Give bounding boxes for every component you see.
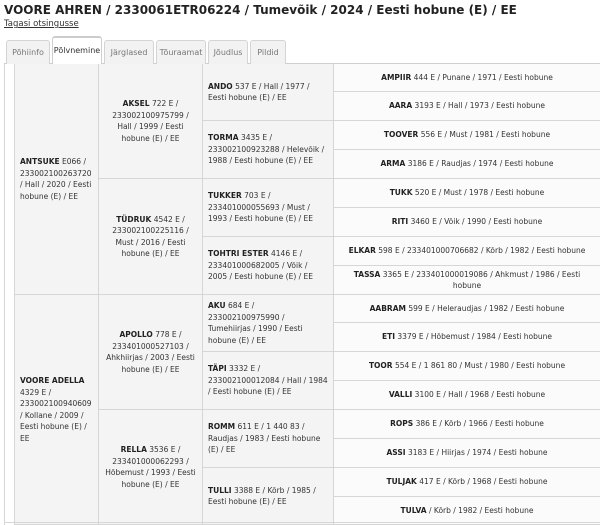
horse-info: 722 E / 233002100975799 / Hall / 1999 / Eesti hobune (E) / EE: [112, 99, 189, 143]
pedigree-gen4-cell: [334, 468, 600, 497]
horse-name[interactable]: ANDO: [208, 81, 233, 91]
horse-info: 444 E / Punane / 1971 / Eesti hobune: [413, 72, 553, 82]
horse-info: 599 E / Heleraudjas / 1982 / Eesti hobune: [408, 303, 565, 313]
pedigree-gen3-cell: [203, 64, 334, 121]
pedigree-gen4-cell: [334, 92, 600, 121]
pedigree-gen3-cell: [203, 237, 334, 295]
horse-name[interactable]: TÄPI: [208, 364, 227, 374]
tab-jarglased[interactable]: Järglased: [104, 40, 154, 64]
pedigree-gen4-cell: [334, 439, 600, 468]
horse-name[interactable]: TORMA: [208, 133, 239, 143]
horse-info: 3460 E / Võik / 1990 / Eesti hobune: [410, 217, 543, 227]
pedigree-gen4-cell: [334, 179, 600, 208]
horse-info: 3186 E / Raudjas / 1974 / Eesti hobune: [407, 159, 554, 169]
horse-info: 3388 E / Kõrb / 1985 / Eesti hobune (E) / EE: [208, 485, 316, 506]
horse-info: 3100 E / Hall / 1968 / Eesti hobune: [414, 390, 546, 400]
pedigree-gen4-cell: [334, 295, 600, 323]
horse-info: 4542 E / 233002100225116 / Must / 2016 / Eesti hobune (E) / EE: [112, 214, 189, 258]
pedigree-gen4-cell: [334, 121, 600, 150]
pedigree-gen3-cell: [203, 410, 334, 468]
tab-bar: [4, 36, 600, 64]
pedigree-gen4-cell: [334, 237, 600, 266]
horse-info: 537 E / Hall / 1977 / Eesti hobune (E) / EE: [208, 81, 310, 102]
tab-pildid[interactable]: Pildid: [250, 40, 286, 64]
pedigree-gen4-cell: [334, 266, 600, 295]
horse-name[interactable]: TULVA: [400, 505, 427, 515]
pedigree-gen4-cell: [334, 410, 600, 439]
pedigree-gen4-cell: [334, 64, 600, 92]
horse-info: 520 E / Must / 1978 / Eesti hobune: [414, 188, 545, 198]
pedigree-gen4-cell: [334, 208, 600, 237]
pedigree-gutter: [5, 64, 15, 525]
horse-info: 598 E / 233401000706682 / Kõrb / 1982 / Eesti hobune: [378, 246, 586, 256]
horse-name[interactable]: RELLA: [120, 445, 147, 454]
horse-info: 3536 E / 233401000062293 / Hõbemust / 1993 / Eesti hobune (E) / EE: [105, 445, 196, 489]
pedigree-gen2-cell: [99, 179, 203, 295]
horse-name[interactable]: AMPIIR: [381, 72, 412, 82]
horse-name[interactable]: ELKAR: [348, 246, 376, 256]
horse-name[interactable]: TUKK: [389, 188, 413, 198]
pedigree-gen4-cell: [334, 323, 600, 352]
horse-info: 684 E / 233002100975990 / Tumehiirjas / 1990 / Eesti hobune (E) / EE: [208, 301, 303, 345]
pedigree-sire: [15, 64, 99, 295]
horse-info: 3365 E / 233401000019086 / Ahkmust / 1986 / Eesti hobune: [382, 269, 581, 290]
tab-polvnemine[interactable]: Põlvnemine: [52, 36, 102, 65]
horse-name[interactable]: ROPS: [390, 419, 414, 429]
horse-info: 778 E / 233401000527103 / Ahkhiirjas / 2003 / Eesti hobune (E) / EE: [106, 330, 195, 374]
horse-name[interactable]: AKU: [208, 301, 226, 310]
horse-info: 417 E / Kõrb / 1968 / Eesti hobune: [419, 477, 548, 487]
pedigree-gen3-cell: [203, 352, 334, 410]
pedigree-gen3-cell: [203, 295, 334, 352]
pedigree-dam: [15, 295, 99, 525]
pedigree-gen4-cell: [334, 381, 600, 410]
horse-name[interactable]: VALLI: [388, 390, 413, 400]
horse-name[interactable]: VOORE ADELLA: [20, 376, 85, 385]
pedigree-gen2-cell: [99, 410, 203, 525]
horse-name[interactable]: TULJAK: [386, 477, 417, 487]
pedigree-gen2-cell: [99, 64, 203, 179]
pedigree-gen4-cell: [334, 497, 600, 525]
pedigree-gen3-cell: [203, 468, 334, 525]
pedigree-gen3-cell: [203, 121, 334, 179]
horse-info: 386 E / Kõrb / 1966 / Eesti hobune: [415, 419, 544, 429]
horse-name[interactable]: ROMM: [208, 422, 236, 432]
tab-touraamat[interactable]: Tõuraamat: [156, 40, 206, 64]
horse-name[interactable]: AABRAM: [369, 303, 406, 313]
horse-info: 3379 E / Hõbemust / 1984 / Eesti hobune: [397, 332, 552, 342]
horse-info: / Kõrb / 1982 / Eesti hobune: [428, 505, 534, 515]
horse-name[interactable]: ASSI: [386, 448, 406, 458]
horse-name[interactable]: AARA: [388, 101, 413, 111]
horse-name[interactable]: APOLLO: [119, 330, 153, 339]
horse-name[interactable]: ETI: [381, 332, 396, 342]
pedigree-gen3-cell: [203, 179, 334, 237]
horse-name[interactable]: TÜDRUK: [116, 214, 152, 224]
horse-name[interactable]: TASSA: [353, 269, 381, 279]
horse-info: 703 E / 233401000055693 / Must / 1993 / Eesti hobune (E) / EE: [208, 191, 314, 224]
horse-name[interactable]: RITI: [391, 217, 409, 227]
horse-info: 554 E / 1 861 80 / Must / 1980 / Eesti hobune: [394, 361, 566, 371]
horse-info: 3435 E / 233002100923288 / Helevõik / 1988 / Eesti hobune (E) / EE: [208, 133, 325, 166]
horse-info: 3193 E / Hall / 1973 / Eesti hobune: [414, 101, 546, 111]
horse-info: 3183 E / Hiirjas / 1974 / Eesti hobune: [407, 448, 548, 458]
horse-name[interactable]: ARMA: [380, 159, 406, 169]
pedigree-gen4-cell: [334, 150, 600, 179]
horse-name[interactable]: TOOVER: [383, 130, 419, 140]
table-bottom-border: [4, 522, 600, 523]
horse-info: 611 E / 1 440 83 / Raudjas / 1983 / Eesti hobune (E) / EE: [208, 422, 321, 455]
tab-joudlus[interactable]: Jõudlus: [208, 40, 248, 64]
horse-name[interactable]: TULLI: [208, 485, 232, 495]
pedigree-gen2-cell: [99, 295, 203, 410]
pedigree-table: [4, 64, 600, 525]
horse-info: 556 E / Must / 1981 / Eesti hobune: [420, 130, 551, 140]
horse-name[interactable]: ANTSUKE: [20, 157, 60, 166]
back-to-search-link[interactable]: Tagasi otsingusse: [4, 19, 79, 29]
horse-name[interactable]: AKSEL: [122, 99, 150, 108]
tab-pohiinfo[interactable]: Põhiinfo: [6, 40, 50, 64]
pedigree-gen4-cell: [334, 352, 600, 381]
horse-info: E066 / 233002100263720 / Hall / 2020 / Eesti hobune (E) / EE: [20, 157, 92, 201]
horse-name[interactable]: TOOR: [368, 361, 393, 371]
horse-info: 4329 E / 233002100940609 / Kollane / 2009 / Eesti hobune (E) / EE: [20, 387, 92, 443]
horse-name[interactable]: TUKKER: [208, 191, 242, 201]
horse-info: 4146 E / 233401000682005 / Võik / 2005 / Eesti hobune (E) / EE: [208, 249, 314, 282]
page-title: VOORE AHREN / 2330061ETR06224 / Tumevõik / 2024 / Eesti hobune (E) / EE: [4, 3, 517, 17]
horse-info: 3332 E / 233002100012084 / Hall / 1984 / Eesti hobune (E) / EE: [208, 364, 328, 397]
horse-name[interactable]: TOHTRI ESTER: [208, 249, 269, 259]
